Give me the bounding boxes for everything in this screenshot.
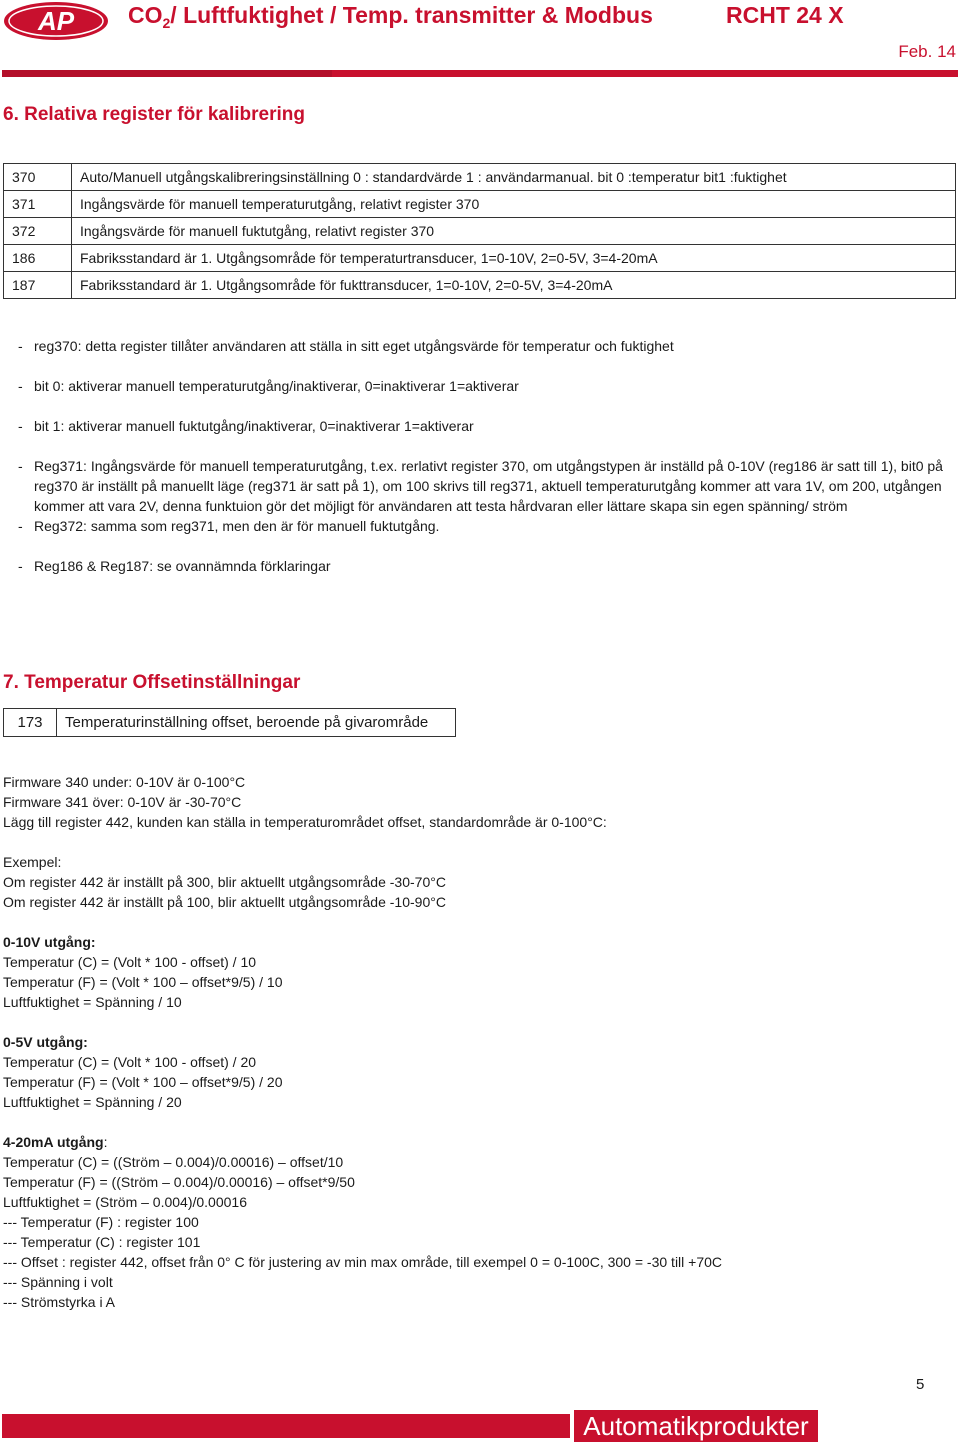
example-line: Om register 442 är inställt på 100, blir aktuellt utgångsområde -10-90°C — [3, 894, 446, 910]
document-date: Feb. 14 — [898, 42, 956, 61]
formula-line: Luftfuktighet = Spänning / 10 — [3, 994, 182, 1010]
table-row — [4, 191, 956, 218]
offset-register-table — [3, 708, 456, 737]
register-description: Fabriksstandard är 1. Utgångsområde för temperaturtransducer, 1=0-10V, 2=0-5V, 3=4-20mA — [72, 245, 956, 272]
product-model: RCHT 24 X — [726, 2, 844, 28]
register-number: 372 — [4, 218, 72, 245]
register-note: --- Strömstyrka i A — [3, 1294, 116, 1310]
offset-description — [3, 772, 953, 1312]
footer-bar — [2, 1414, 570, 1438]
table-row — [4, 272, 956, 299]
formula-heading: 0-5V utgång: — [3, 1034, 88, 1050]
formula-line: Luftfuktighet = Spänning / 20 — [3, 1094, 182, 1110]
list-item: - Reg371: Ingångsvärde för manuell temperaturutgång, t.ex. rerlativt register 370, om utgångstypen är inställd på 0-10V (reg186 är satt till 1), bit0 på reg370 är inställt på manuellt läge (reg371 är satt på 1), om 100 skrivs till reg371, aktuell temperaturutgång kommer att vara 1V, om 200, utgången kommer att vara 2V, denna funktuion gör det möjligt för användaren att testa hårdvaran eller lättare skapa sin egen spänning/ ström — [18, 458, 943, 514]
explanation-list — [18, 336, 958, 576]
register-number: 186 — [4, 245, 72, 272]
formula-line: Temperatur (F) = ((Ström – 0.004)/0.00016) – offset*9/50 — [3, 1174, 355, 1190]
list-item: - Reg186 & Reg187: se ovannämnda förklaringar — [18, 558, 331, 574]
list-item: - reg370: detta register tillåter användaren att ställa in sitt eget utgångsvärde för temperatur och fuktighet — [18, 338, 674, 354]
formula-line: Temperatur (C) = ((Ström – 0.004)/0.00016) – offset/10 — [3, 1154, 344, 1170]
formula-heading: 0-10V utgång: — [3, 934, 96, 950]
firmware-note: Firmware 341 över: 0-10V är -30-70°C — [3, 794, 242, 810]
footer-brand: Automatikprodukter — [574, 1410, 818, 1442]
document-title: $CO_2/$ Luftfuktighet / Temp. transmitter & Modbus — [128, 2, 653, 31]
table-row — [4, 164, 956, 191]
section-6-title: 6. Relativa register för kalibrering — [3, 104, 306, 125]
table-row — [4, 709, 456, 737]
register-description: Ingångsvärde för manuell fuktutgång, relativt register 370 — [72, 218, 956, 245]
list-item: - bit 1: aktiverar manuell fuktutgång/inaktiverar, 0=inaktiverar 1=aktiverar — [18, 418, 474, 434]
register-description: Auto/Manuell utgångskalibreringsinställning 0 : standardvärde 1 : användarmanual. bit 0 :temperatur bit1 :fuktighet — [72, 164, 956, 191]
firmware-note: Firmware 340 under: 0-10V är 0-100°C — [3, 774, 246, 790]
formula-line: Temperatur (C) = (Volt * 100 - offset) / 20 — [3, 1054, 257, 1070]
register-number: 370 — [4, 164, 72, 191]
page-number: 5 — [916, 1376, 925, 1393]
register-description: Fabriksstandard är 1. Utgångsområde för fukttransducer, 1=0-10V, 2=0-5V, 3=4-20mA — [72, 272, 956, 299]
formula-line: Temperatur (F) = (Volt * 100 – offset*9/5) / 10 — [3, 974, 283, 990]
firmware-note: Lägg till register 442, kunden kan ställa in temperaturområdet offset, standardområde är 0-100°C: — [3, 814, 607, 830]
logo-text: AP — [37, 6, 75, 36]
register-number: 187 — [4, 272, 72, 299]
section-7-title: 7. Temperatur Offsetinställningar — [3, 672, 301, 693]
table-row — [4, 218, 956, 245]
calibration-register-table — [3, 163, 956, 299]
formula-heading: 4-20mA utgång: — [3, 1134, 108, 1150]
register-note: --- Offset : register 442, offset från 0° C för justering av min max område, till exempel 0 = 0-100C, 300 = -30 till +70C — [3, 1254, 723, 1270]
register-description: Temperaturinställning offset, beroende på givarområde — [57, 709, 456, 737]
register-note: --- Temperatur (C) : register 101 — [3, 1234, 201, 1250]
table-row — [4, 245, 956, 272]
register-number: 173 — [4, 709, 57, 737]
formula-line: Temperatur (F) = (Volt * 100 – offset*9/5) / 20 — [3, 1074, 283, 1090]
formula-line: Temperatur (C) = (Volt * 100 - offset) / 10 — [3, 954, 257, 970]
register-note: --- Temperatur (F) : register 100 — [3, 1214, 199, 1230]
example-label: Exempel: — [3, 854, 62, 870]
example-line: Om register 442 är inställt på 300, blir aktuellt utgångsområde -30-70°C — [3, 874, 446, 890]
ap-logo — [2, 0, 110, 42]
formula-line: Luftfuktighet = (Ström – 0.004)/0.00016 — [3, 1194, 247, 1210]
list-item: - Reg372: samma som reg371, men den är för manuell fuktutgång. — [18, 518, 440, 534]
list-item: - bit 0: aktiverar manuell temperaturutgång/inaktiverar, 0=inaktiverar 1=aktiverar — [18, 378, 519, 394]
register-number: 371 — [4, 191, 72, 218]
header-divider — [2, 70, 958, 77]
register-note: --- Spänning i volt — [3, 1274, 113, 1290]
register-description: Ingångsvärde för manuell temperaturutgång, relativt register 370 — [72, 191, 956, 218]
